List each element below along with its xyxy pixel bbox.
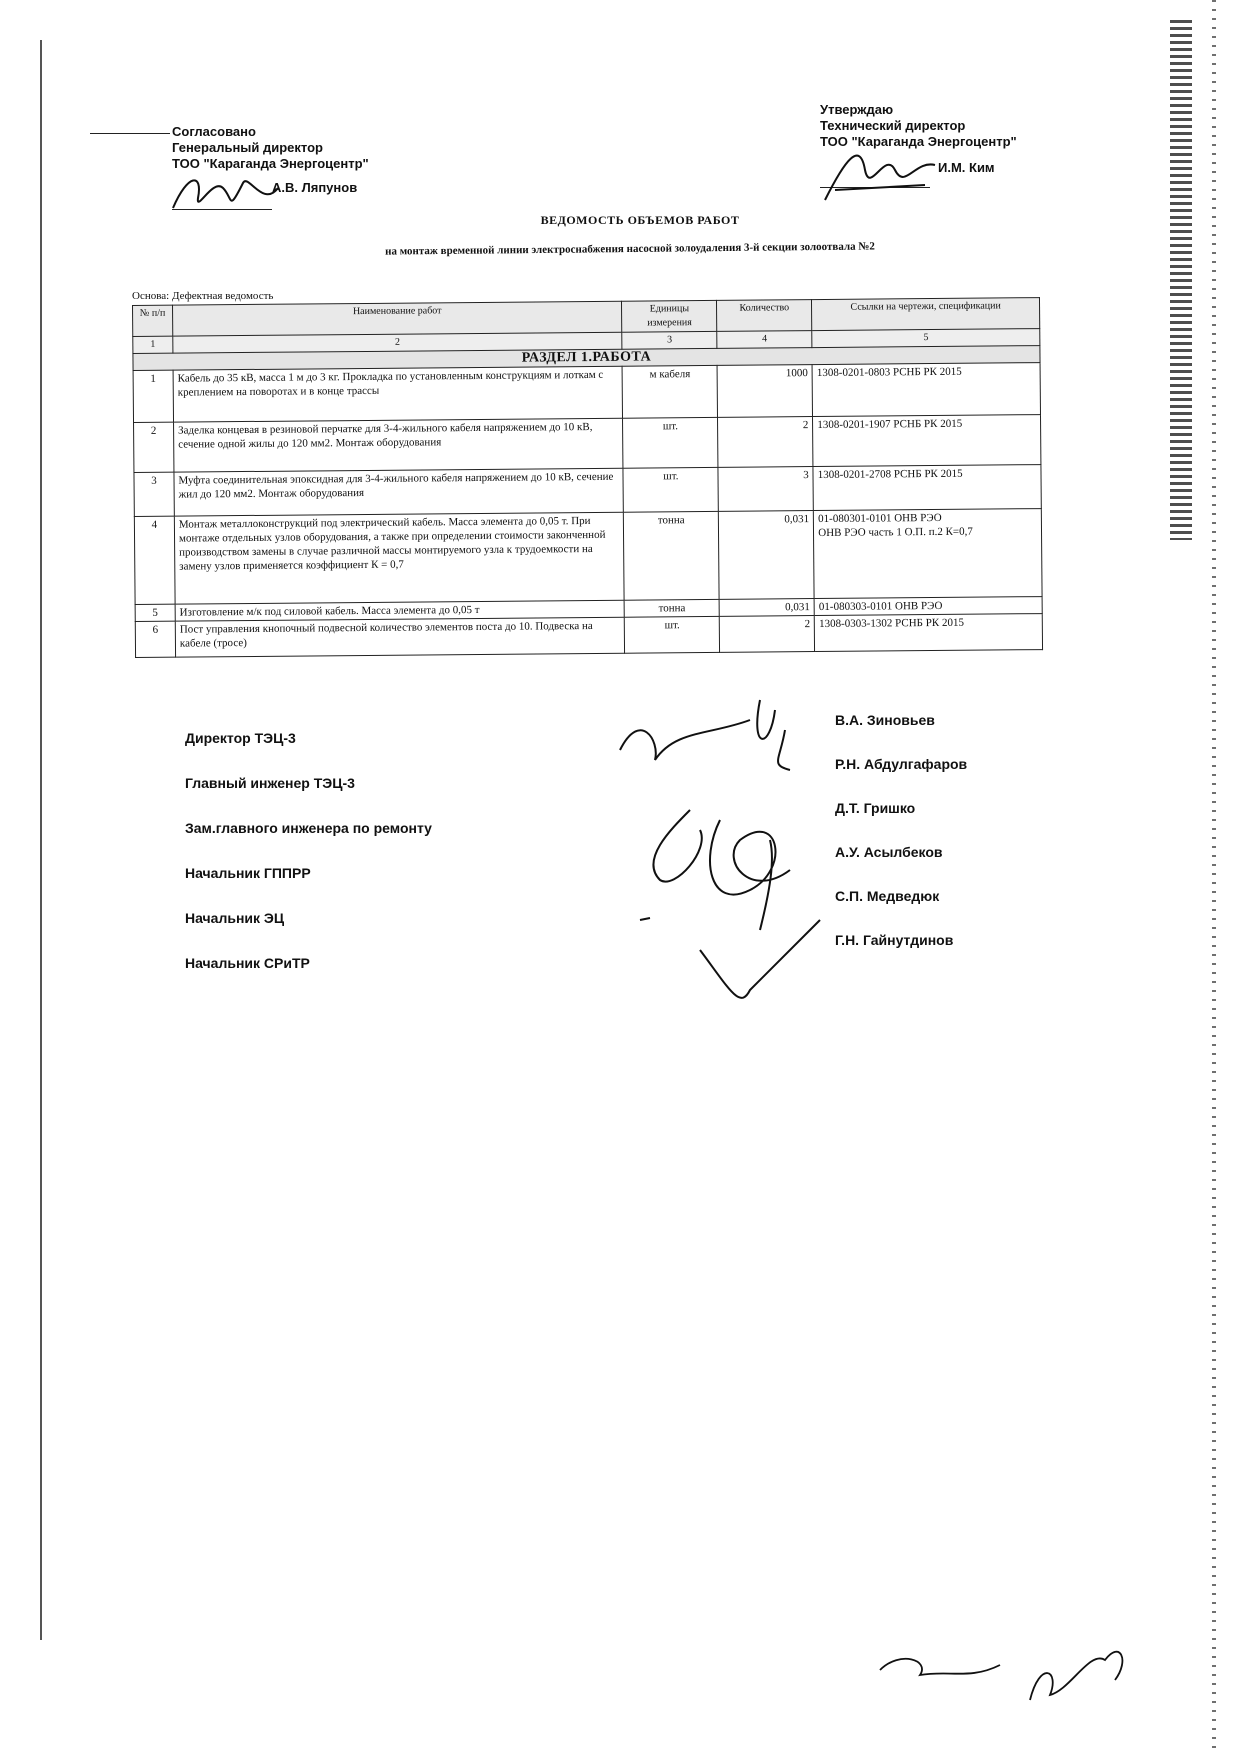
approval-left-line2: Генеральный директор [172,140,323,155]
row-num: 6 [135,621,175,657]
scan-right-edge-2 [1212,0,1216,1754]
row-name: Заделка концевая в резиновой перчатке для 3-4-жильного кабеля напряжением до 10 кВ, сечение одной жилы до 120 мм2. Монтаж оборудования [173,418,623,472]
approval-right-line2: Технический директор [820,118,966,133]
col-number: 4 [717,331,812,349]
approval-left-line1: Согласовано [172,124,256,139]
approval-left-line3: ТОО "Караганда Энергоцентр" [172,156,369,171]
row-name: Пост управления кнопочный подвесной количество элементов поста до 10. Подвеска на кабеле (тросе) [175,617,625,657]
row-qty: 0,031 [719,599,814,617]
header-unit: Единицы измерения [622,300,717,332]
table-row [134,509,1042,605]
row-unit: м кабеля [622,365,717,418]
row-ref: 1308-0201-1907 РСНБ РК 2015 [813,415,1041,467]
footer-signature [860,1630,1160,1720]
signatory-role: Начальник ГППРР [185,865,311,881]
row-ref-line1: 01-080301-0101 ОНВ РЭО [818,511,942,526]
row-qty: 3 [718,467,813,512]
row-qty: 0,031 [719,511,815,600]
header-num: № п/п [133,305,173,336]
row-qty: 2 [720,616,815,653]
signatory-name: А.У. Асылбеков [835,844,943,860]
approval-right-line3: ТОО "Караганда Энергоцентр" [820,134,1017,149]
row-num: 4 [134,516,175,604]
header-ref: Ссылки на чертежи, спецификации [812,298,1040,331]
signatory-name: Д.Т. Гришко [835,800,916,816]
signatory-name: С.П. Медведюк [835,888,940,904]
row-num: 5 [135,604,175,621]
signatory-role: Начальник СРиТР [185,955,310,971]
document-title: ВЕДОМОСТЬ ОБЪЕМОВ РАБОТ [540,213,740,227]
row-unit: шт. [623,467,718,512]
header-qty: Количество [717,300,812,332]
row-unit: шт. [623,417,718,468]
col-number: 1 [133,336,173,353]
table-row [135,614,1042,658]
document-basis: Основа: Дефектная ведомость [132,290,274,302]
row-name: Муфта соединительная эпоксидная для 3-4-жильного кабеля напряжением до 10 кВ, сечение жил до 120 мм2. Монтаж оборудования [174,468,624,516]
table-row [133,363,1040,423]
row-qty: 1000 [717,365,812,418]
scan-right-edge [1170,20,1192,540]
row-ref [814,509,1043,599]
signatory-name: Р.Н. Абдулгафаров [835,756,968,772]
table-row [134,465,1041,517]
row-ref: 1308-0201-2708 РСНБ РК 2015 [813,465,1041,511]
col-number: 5 [812,329,1040,348]
signatory-role: Главный инженер ТЭЦ-3 [185,775,355,791]
handwritten-signatures [600,690,840,1020]
signatory-role: Директор ТЭЦ-3 [185,730,296,746]
row-unit: тонна [624,511,720,600]
document-subtitle: на монтаж временной линии электроснабжения насосной золоудаления 3-й секции золоотвала №2 [385,240,875,258]
approval-left-name: А.В. Ляпунов [272,180,358,195]
row-ref-line2: ОНВ РЭО часть 1 О.П. п.2 К=0,7 [818,525,973,540]
row-unit: тонна [624,599,719,617]
row-name: Изготовление м/к под силовой кабель. Масса элемента до 0,05 т [175,600,625,621]
section-title: РАЗДЕЛ 1.РАБОТА [133,346,1040,371]
table-row [134,415,1041,473]
row-qty: 2 [718,417,813,468]
col-number: 3 [622,331,717,349]
header-name: Наименование работ [172,301,622,336]
row-num: 3 [134,472,174,516]
row-num: 2 [134,422,174,472]
signatory-role: Начальник ЭЦ [185,910,285,926]
scan-left-edge [40,40,42,1640]
works-table [132,297,1043,658]
col-number: 2 [173,332,623,353]
row-num: 1 [133,370,173,422]
row-name: Монтаж металлоконструкций под электрический кабель. Масса элемента до 0,05 т. При монтаже отдельных узлов оборудования, а также при определении стоимости законченной производством замены в случае различной массы монтируемого узла к трудоемкости на замену узлов применяется коэффициент К = 0,7 [174,512,624,604]
signatory-role: Зам.главного инженера по ремонту [185,820,432,836]
signature-left [168,168,288,218]
row-ref: 1308-0201-0803 РСНБ РК 2015 [812,363,1040,417]
row-ref: 01-080303-0101 ОНВ РЭО [814,597,1042,616]
approval-right-name: И.М. Ким [938,160,995,175]
row-unit: шт. [625,616,720,653]
row-ref: 1308-0303-1302 РСНБ РК 2015 [814,614,1042,652]
signature-right [815,140,945,210]
approval-right-line1: Утверждаю [820,102,894,117]
row-name: Кабель до 35 кВ, масса 1 м до 3 кг. Прокладка по установленным конструкциям и лоткам с креплением на поворотах и в конце трассы [173,366,623,422]
signatory-name: Г.Н. Гайнутдинов [835,932,954,948]
signatory-name: В.А. Зиновьев [835,712,935,728]
